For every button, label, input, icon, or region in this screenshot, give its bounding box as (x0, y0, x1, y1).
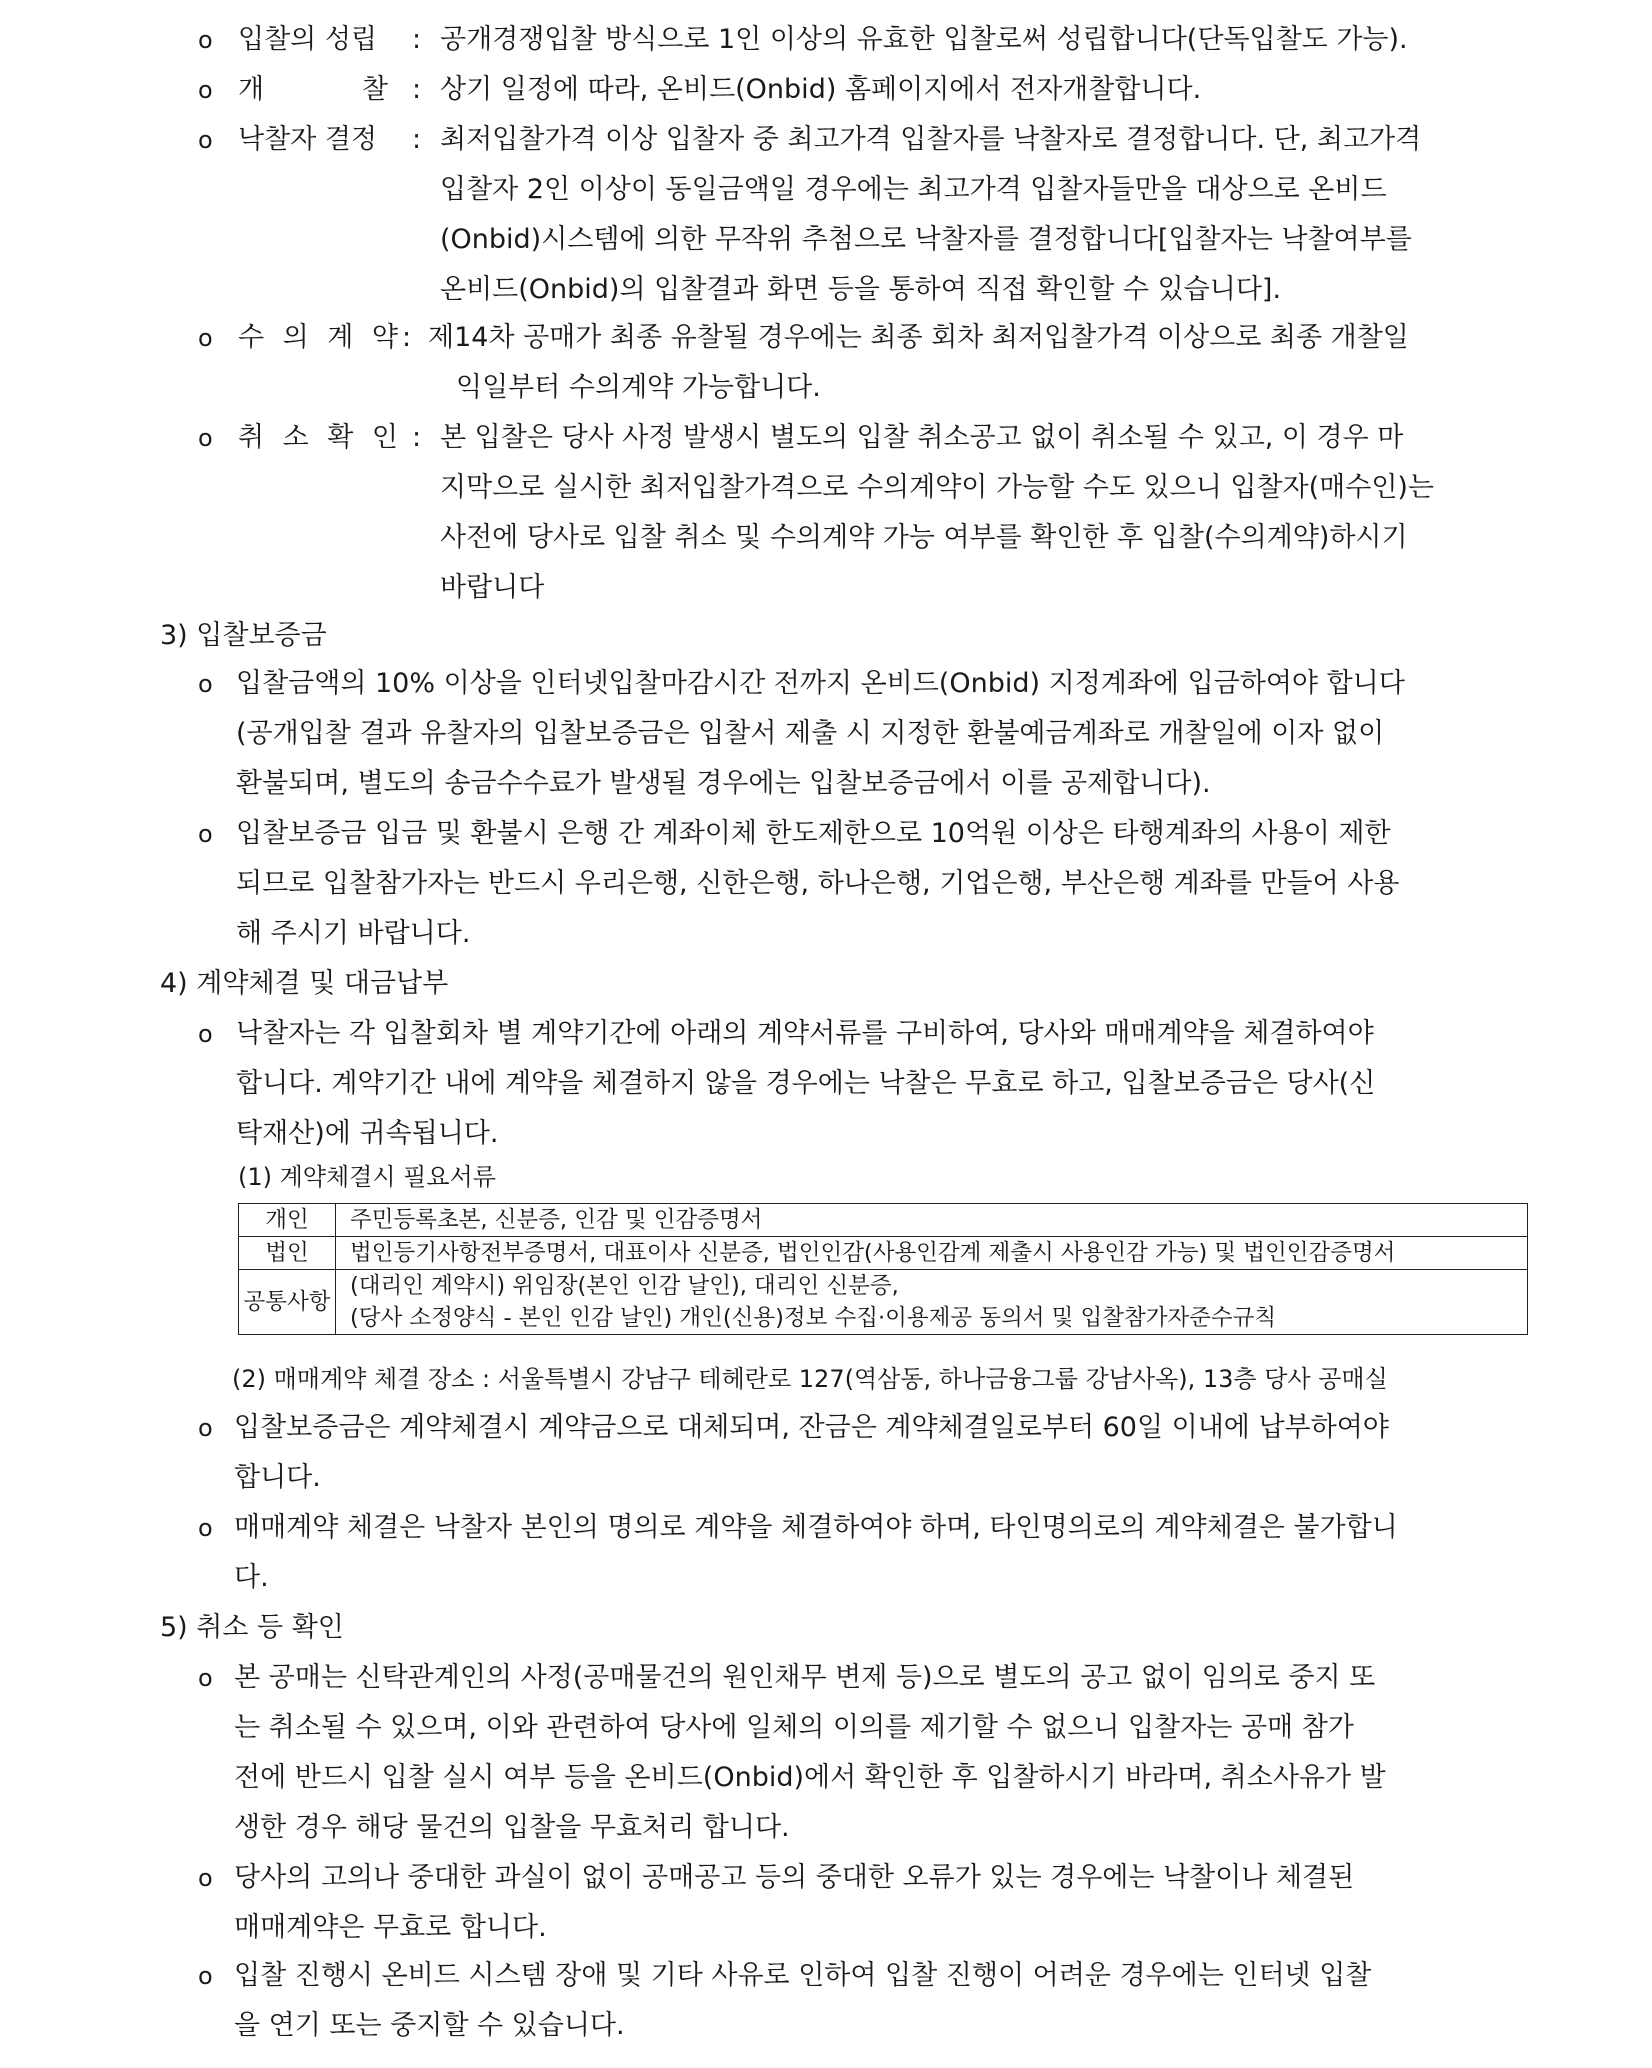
table-value-cell (336, 1270, 1528, 1335)
bullet: o (198, 324, 213, 352)
contract-para-line: 탁재산)에 귀속됩니다. (236, 1118, 499, 1149)
table-key-cell: 개인 (239, 1204, 336, 1237)
colon: : (412, 124, 422, 155)
cancel-para-line: 매매계약은 무효로 합니다. (234, 1912, 547, 1943)
deposit-para-line: 환불되며, 별도의 송금수수료가 발생될 경우에는 입찰보증금에서 이를 공제합니다). (236, 768, 1211, 799)
table-key-cell: 공통사항 (239, 1270, 336, 1335)
required-docs-title: (1) 계약체결시 필요서류 (238, 1163, 496, 1191)
item-text-cancel-check-line: 본 입찰은 당사 사정 발생시 별도의 입찰 취소공고 없이 취소될 수 있고, 이 경우 마 (440, 422, 1404, 453)
bullet: o (198, 424, 213, 452)
deposit-para-line: (공개입찰 결과 유찰자의 입찰보증금은 입찰서 제출 시 지정한 환불예금계좌로 개찰일에 이자 없이 (236, 718, 1385, 749)
table-value-line: (당사 소정양식 - 본인 인감 날인) 개인(신용)정보 수집·이용제공 동의서 및 입찰참가자준수규칙 (350, 1305, 1277, 1331)
item-text-cancel-check-line: 바랍니다 (440, 572, 545, 603)
item-text-private-contract-line: 제14차 공매가 최종 유찰될 경우에는 최종 회차 최저입찰가격 이상으로 최종 개찰일 (428, 322, 1409, 353)
bullet: o (198, 1514, 213, 1542)
cancel-para-line: 을 연기 또는 중지할 수 있습니다. (234, 2010, 625, 2041)
required-docs-table (238, 1203, 1528, 1335)
section-heading-cancellation: 5) 취소 등 확인 (160, 1612, 344, 1643)
contract-para-line: 낙찰자는 각 입찰회차 별 계약기간에 아래의 계약서류를 구비하여, 당사와 매매계약을 체결하여야 (236, 1018, 1374, 1049)
item-label-private-contract: 수 의 계 약 (238, 322, 398, 353)
contract-para-line: 합니다. 계약기간 내에 계약을 체결하지 않을 경우에는 낙찰은 무효로 하고, 입찰보증금은 당사(신 (236, 1068, 1376, 1099)
item-text-cancel-check-line: 지막으로 실시한 최저입찰가격으로 수의계약이 가능할 수도 있으니 입찰자(매수인)는 (440, 472, 1435, 503)
item-text-cancel-check-line: 사전에 당사로 입찰 취소 및 수의계약 가능 여부를 확인한 후 입찰(수의계약)하시기 (440, 522, 1408, 553)
contract-para-line: 다. (234, 1562, 269, 1593)
deposit-para-line: 되므로 입찰참가자는 반드시 우리은행, 신한은행, 하나은행, 기업은행, 부산은행 계좌를 만들어 사용 (236, 868, 1400, 899)
cancel-para-line: 는 취소될 수 있으며, 이와 관련하여 당사에 일체의 이의를 제기할 수 없으니 입찰자는 공매 참가 (234, 1712, 1354, 1743)
bullet: o (198, 820, 213, 848)
cancel-para-line: 본 공매는 신탁관계인의 사정(공매물건의 원인채무 변제 등)으로 별도의 공고 없이 임의로 중지 또 (234, 1662, 1376, 1693)
deposit-para-line: 입찰금액의 10% 이상을 인터넷입찰마감시간 전까지 온비드(Onbid) 지정계좌에 입금하여야 합니다 (236, 668, 1405, 699)
bullet: o (198, 26, 213, 54)
table-row (239, 1237, 1528, 1270)
item-label-bid-formation: 입찰의 성립 (238, 24, 377, 55)
item-text-opening: 상기 일정에 따라, 온비드(Onbid) 홈페이지에서 전자개찰합니다. (440, 74, 1202, 105)
contract-place: (2) 매매계약 체결 장소 : 서울특별시 강남구 테헤란로 127(역삼동, 하나금융그룹 강남사옥), 13층 당사 공매실 (232, 1365, 1388, 1393)
section-heading-contract: 4) 계약체결 및 대금납부 (160, 968, 449, 999)
bullet: o (198, 1864, 213, 1892)
table-row (239, 1204, 1528, 1237)
table-value-cell: 주민등록초본, 신분증, 인감 및 인감증명서 (336, 1204, 1528, 1237)
deposit-para-line: 해 주시기 바랍니다. (236, 918, 471, 949)
colon: : (412, 24, 422, 55)
table-value-line: (대리인 계약시) 위임장(본인 인감 날인), 대리인 신분증, (350, 1273, 899, 1299)
item-text-bid-formation: 공개경쟁입찰 방식으로 1인 이상의 유효한 입찰로써 성립합니다(단독입찰도 가능). (440, 24, 1408, 55)
bullet: o (198, 1414, 213, 1442)
colon: : (412, 422, 422, 453)
colon: : (402, 322, 412, 353)
bullet: o (198, 76, 213, 104)
colon: : (412, 74, 422, 105)
item-text-private-contract-line: 익일부터 수의계약 가능합니다. (456, 372, 821, 403)
contract-para-line: 합니다. (234, 1462, 321, 1493)
table-row (239, 1270, 1528, 1335)
item-label-cancel-check: 취 소 확 인 (238, 422, 398, 453)
bullet: o (198, 1020, 213, 1048)
bullet: o (198, 1962, 213, 1990)
cancel-para-line: 입찰 진행시 온비드 시스템 장애 및 기타 사유로 인하여 입찰 진행이 어려운 경우에는 인터넷 입찰 (234, 1960, 1372, 1991)
deposit-para-line: 입찰보증금 입금 및 환불시 은행 간 계좌이체 한도제한으로 10억원 이상은 타행계좌의 사용이 제한 (236, 818, 1391, 849)
item-text-winner-line: 입찰자 2인 이상이 동일금액일 경우에는 최고가격 입찰자들만을 대상으로 온비드 (440, 174, 1387, 205)
bullet: o (198, 1664, 213, 1692)
table-value-cell: 법인등기사항전부증명서, 대표이사 신분증, 법인인감(사용인감계 제출시 사용인감 가능) 및 법인인감증명서 (336, 1237, 1528, 1270)
item-label-opening: 개 찰 (238, 74, 388, 105)
item-text-winner-line: (Onbid)시스템에 의한 무작위 추첨으로 낙찰자를 결정합니다[입찰자는 낙찰여부를 (440, 224, 1412, 255)
bullet: o (198, 126, 213, 154)
section-heading-deposit: 3) 입찰보증금 (160, 620, 327, 651)
cancel-para-line: 전에 반드시 입찰 실시 여부 등을 온비드(Onbid)에서 확인한 후 입찰하시기 바라며, 취소사유가 발 (234, 1762, 1386, 1793)
cancel-para-line: 생한 경우 해당 물건의 입찰을 무효처리 합니다. (234, 1812, 790, 1843)
item-label-winner: 낙찰자 결정 (238, 124, 377, 155)
item-text-winner-line: 온비드(Onbid)의 입찰결과 화면 등을 통하여 직접 확인할 수 있습니다]. (440, 274, 1282, 305)
cancel-para-line: 당사의 고의나 중대한 과실이 없이 공매공고 등의 중대한 오류가 있는 경우에는 낙찰이나 체결된 (234, 1862, 1355, 1893)
table-key-cell: 법인 (239, 1237, 336, 1270)
contract-para-line: 매매계약 체결은 낙찰자 본인의 명의로 계약을 체결하여야 하며, 타인명의로의 계약체결은 불가합니 (234, 1512, 1398, 1543)
item-text-winner-line: 최저입찰가격 이상 입찰자 중 최고가격 입찰자를 낙찰자로 결정합니다. 단, 최고가격 (440, 124, 1422, 155)
bullet: o (198, 670, 213, 698)
contract-para-line: 입찰보증금은 계약체결시 계약금으로 대체되며, 잔금은 계약체결일로부터 60일 이내에 납부하여야 (234, 1412, 1389, 1443)
